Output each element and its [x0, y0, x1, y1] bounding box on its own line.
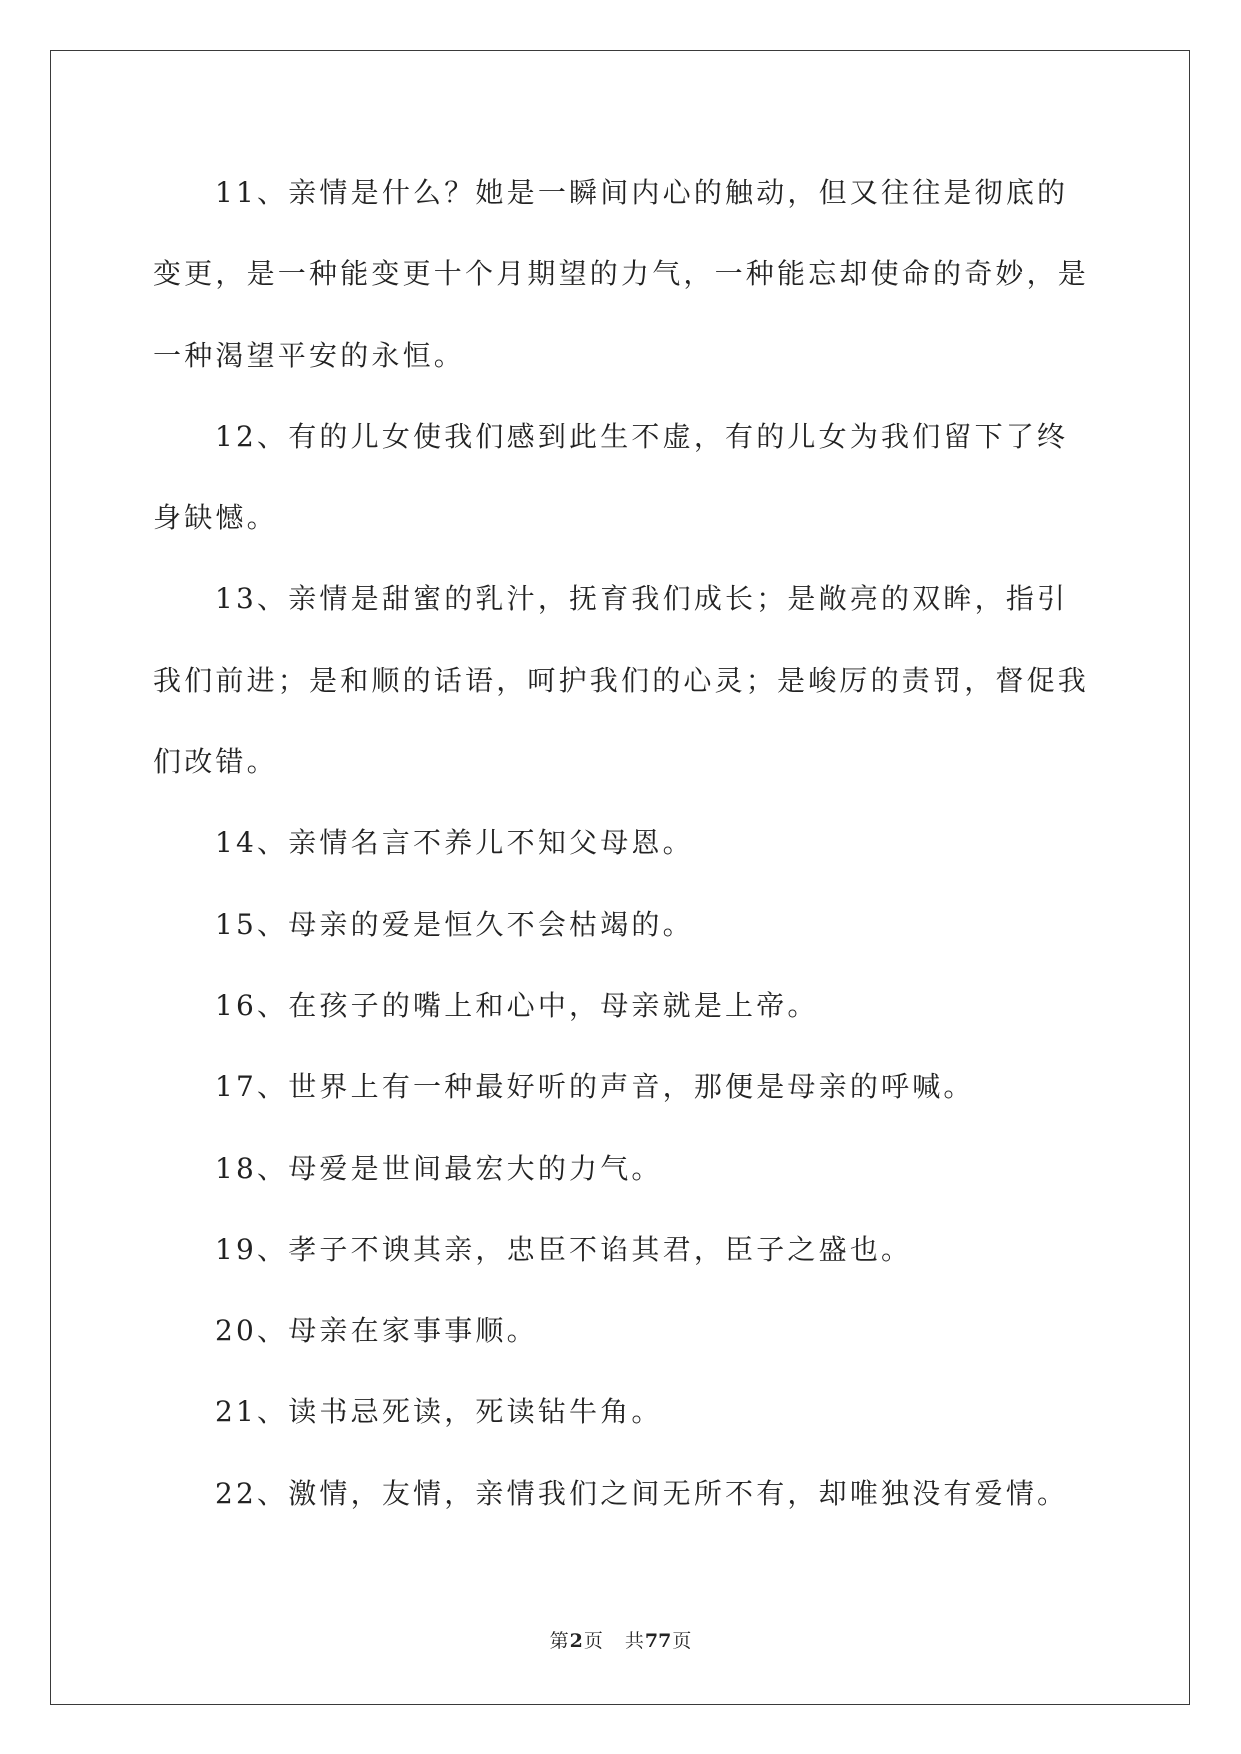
- paragraph: 19、孝子不谀其亲，忠臣不谄其君，臣子之盛也。: [215, 1232, 913, 1266]
- total-pages-indicator: [625, 1630, 691, 1652]
- page-prefix: 第: [549, 1630, 569, 1652]
- paragraph: 13、亲情是甜蜜的乳汁，抚育我们成长；是敞亮的双眸，指引我们前进；是和顺的话语，呵护我们的心灵；是峻厉的责罚，督促我们改错。: [153, 582, 1090, 779]
- total-prefix: 共: [624, 1630, 644, 1652]
- page-suffix: 页: [583, 1630, 603, 1652]
- page-footer: [0, 1628, 1241, 1654]
- paragraph: 16、在孩子的嘴上和心中，母亲就是上帝。: [215, 988, 819, 1022]
- paragraph: 17、世界上有一种最好听的声音，那便是母亲的呼喊。: [215, 1070, 975, 1104]
- paragraph: 20、母亲在家事事顺。: [215, 1314, 538, 1348]
- paragraph: 14、亲情名言不养儿不知父母恩。: [215, 826, 694, 860]
- paragraph: 22、激情，友情，亲情我们之间无所不有，却唯独没有爱情。: [215, 1476, 1069, 1510]
- page-indicator: [550, 1630, 603, 1652]
- paragraph: 15、母亲的爱是恒久不会枯竭的。: [215, 907, 694, 941]
- paragraph: 21、读书忌死读，死读钻牛角。: [215, 1395, 663, 1429]
- paragraph: 12、有的儿女使我们感到此生不虚，有的儿女为我们留下了终身缺憾。: [153, 419, 1069, 535]
- total-pages: 77: [644, 1630, 672, 1652]
- document-body: [153, 152, 1098, 1534]
- paragraph: 11、亲情是什么？她是一瞬间内心的触动，但又往往是彻底的变更，是一种能变更十个月期望的力气，一种能忘却使命的奇妙，是一种渴望平安的永恒。: [153, 176, 1090, 372]
- page-number: 2: [569, 1630, 583, 1652]
- paragraph: 18、母爱是世间最宏大的力气。: [215, 1151, 663, 1185]
- total-suffix: 页: [672, 1630, 692, 1652]
